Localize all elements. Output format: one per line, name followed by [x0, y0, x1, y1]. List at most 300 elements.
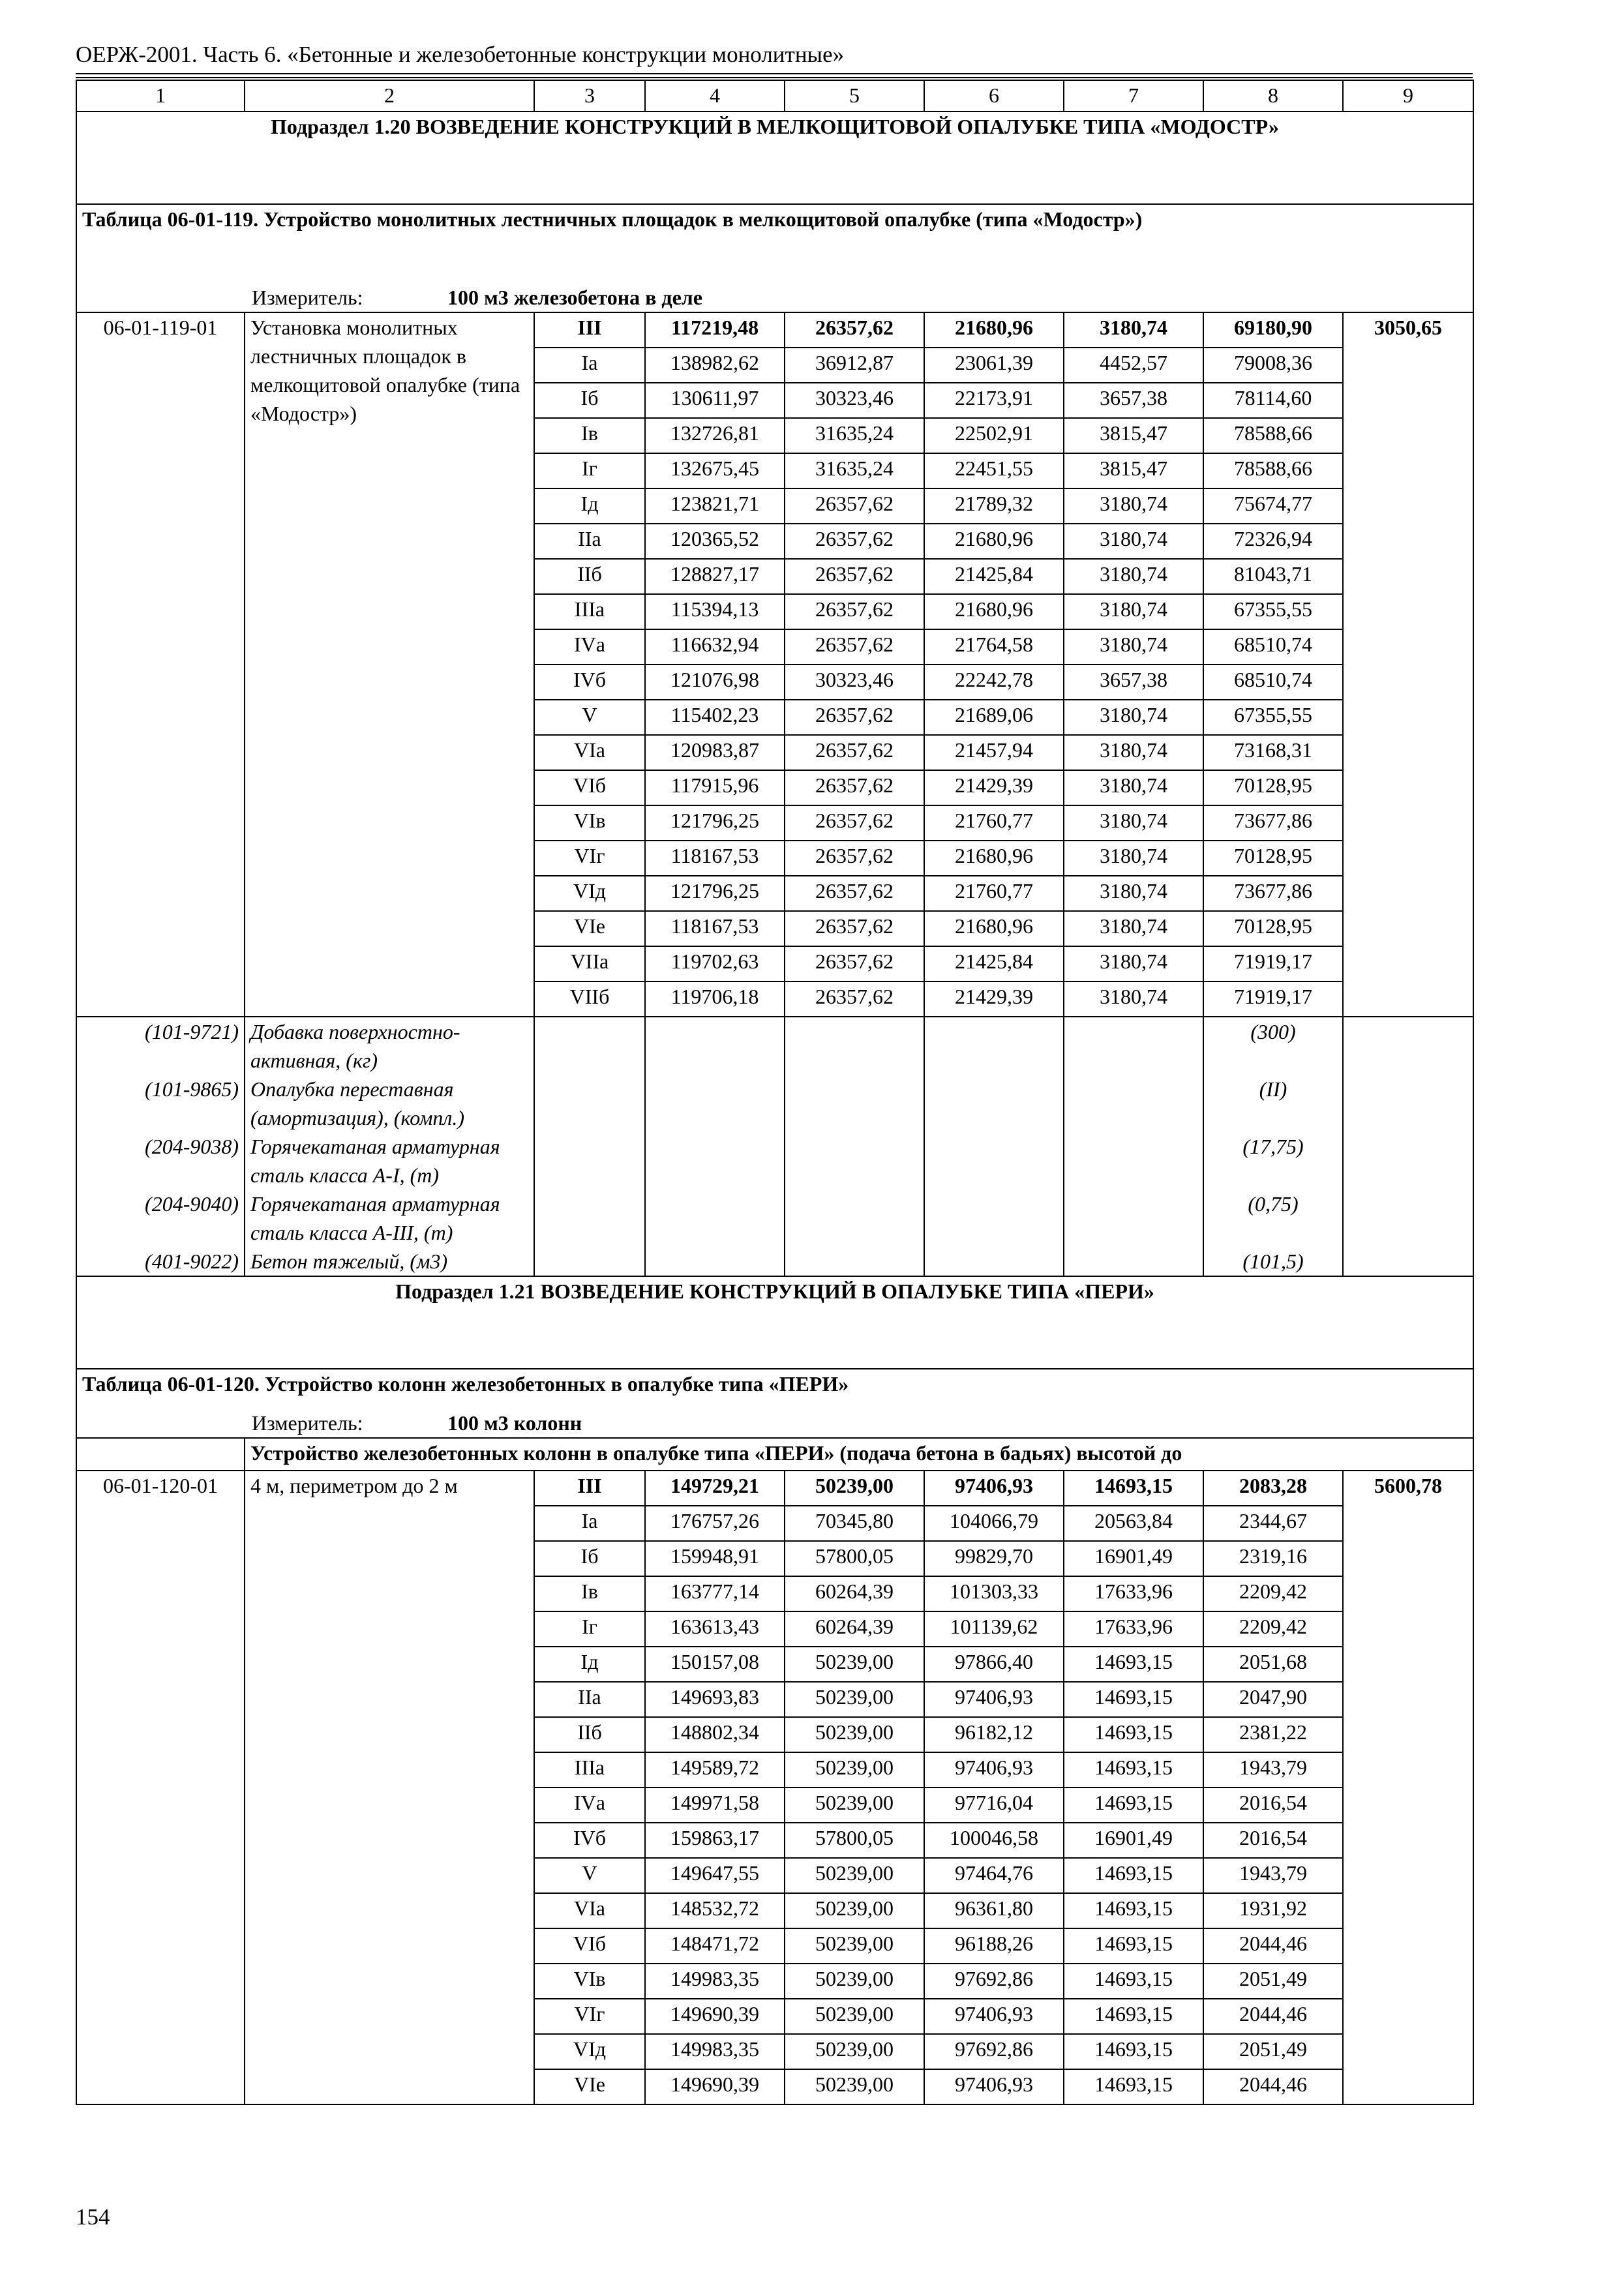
value-cell: 100046,58	[924, 1823, 1064, 1858]
value-cell: 2051,49	[1203, 2034, 1343, 2069]
zone-cell: VIд	[534, 876, 645, 911]
resource-description: Горячекатаная арматурная сталь класса А-I, (т)	[245, 1132, 534, 1189]
value-cell: 14693,15	[1064, 1928, 1203, 1964]
value-cell: 1943,79	[1203, 1752, 1343, 1788]
value-cell: 97406,93	[924, 1682, 1064, 1717]
value-cell: 79008,36	[1203, 348, 1343, 383]
zone-cell: Iд	[534, 488, 645, 524]
value-cell: 116632,94	[645, 629, 785, 665]
value-cell: 21680,96	[924, 524, 1064, 559]
value-cell: 148471,72	[645, 1928, 785, 1964]
measure-row	[76, 283, 1473, 312]
value-cell: 50239,00	[785, 1752, 924, 1788]
value-cell: 118167,53	[645, 841, 785, 876]
zone-cell: VIIа	[534, 946, 645, 981]
subsection-heading: Подраздел 1.20 ВОЗВЕДЕНИЕ КОНСТРУКЦИЙ В МЕЛКОЩИТОВОЙ ОПАЛУБКЕ ТИПА «МОДОСТР»	[76, 112, 1473, 204]
zone-cell: IVа	[534, 1788, 645, 1823]
value-cell: 14693,15	[1064, 1752, 1203, 1788]
value-cell: 70128,95	[1203, 841, 1343, 876]
zone-cell: Iа	[534, 348, 645, 383]
resource-code: (101-9865)	[76, 1075, 245, 1132]
value-cell: 21425,84	[924, 559, 1064, 594]
zone-cell: Iг	[534, 453, 645, 488]
value-cell: 121796,25	[645, 805, 785, 841]
value-cell: 31635,24	[785, 453, 924, 488]
value-cell: 14693,15	[1064, 1647, 1203, 1682]
blank-cell	[924, 1247, 1064, 1276]
value-cell: 97406,93	[924, 2069, 1064, 2104]
blank-cell	[1343, 1017, 1473, 1075]
value-cell: 72326,94	[1203, 524, 1343, 559]
column-number: 5	[785, 80, 924, 112]
value-cell: 26357,62	[785, 735, 924, 770]
blank-cell	[645, 1247, 785, 1276]
value-cell: 117219,48	[645, 312, 785, 348]
value-cell: 20563,84	[1064, 1506, 1203, 1541]
resource-description: Опалубка переставная (амортизация), (компл.)	[245, 1075, 534, 1132]
value-cell: 71919,17	[1203, 946, 1343, 981]
value-cell: 22173,91	[924, 383, 1064, 418]
value-cell: 115394,13	[645, 594, 785, 629]
running-header: ОЕРЖ-2001. Часть 6. «Бетонные и железобетонные конструкции монолитные»	[76, 42, 845, 67]
column-number: 3	[534, 80, 645, 112]
table-row	[76, 1471, 1473, 1506]
zone-cell: IVб	[534, 665, 645, 700]
column-number: 7	[1064, 80, 1203, 112]
value-cell: 16901,49	[1064, 1541, 1203, 1576]
value-cell: 21680,96	[924, 594, 1064, 629]
value-cell: 3180,74	[1064, 841, 1203, 876]
rate-description: Установка монолитных лестничных площадок в мелкощитовой опалубке (типа «Модостр»)	[245, 312, 534, 1017]
value-cell: 101303,33	[924, 1576, 1064, 1611]
value-cell: 26357,62	[785, 770, 924, 805]
value-cell: 3657,38	[1064, 665, 1203, 700]
resource-row	[76, 1017, 1473, 1075]
value-cell: 17633,96	[1064, 1576, 1203, 1611]
blank-cell	[785, 1189, 924, 1247]
zone-cell: IIб	[534, 1717, 645, 1752]
value-cell: 21680,96	[924, 312, 1064, 348]
value-cell: 3180,74	[1064, 981, 1203, 1017]
value-cell: 3657,38	[1064, 383, 1203, 418]
value-cell: 50239,00	[785, 1717, 924, 1752]
resource-description: Бетон тяжелый, (м3)	[245, 1247, 534, 1276]
column-number: 4	[645, 80, 785, 112]
column-number-row	[76, 80, 1473, 112]
value-cell: 3180,74	[1064, 876, 1203, 911]
value-cell: 3180,74	[1064, 700, 1203, 735]
column-number: 1	[76, 80, 245, 112]
value-cell: 3180,74	[1064, 629, 1203, 665]
value-cell: 2044,46	[1203, 1999, 1343, 2034]
value-cell: 14693,15	[1064, 1964, 1203, 1999]
value-cell: 26357,62	[785, 946, 924, 981]
value-cell: 21789,32	[924, 488, 1064, 524]
zone-cell: III	[534, 312, 645, 348]
value-cell: 50239,00	[785, 1964, 924, 1999]
rate-code: 06-01-119-01	[76, 312, 245, 1017]
value-cell: 121796,25	[645, 876, 785, 911]
col9-value: 3050,65	[1343, 312, 1473, 1017]
zone-cell: IVб	[534, 1823, 645, 1858]
subsection-heading-row	[76, 1276, 1473, 1369]
value-cell: 3180,74	[1064, 735, 1203, 770]
value-cell: 50239,00	[785, 1682, 924, 1717]
value-cell: 26357,62	[785, 629, 924, 665]
price-table	[76, 80, 1474, 2105]
note-row	[76, 1438, 1473, 1471]
blank-cell	[1064, 1132, 1203, 1189]
measure-value: 100 м3 железобетона в деле	[447, 286, 702, 309]
column-number: 2	[245, 80, 534, 112]
value-cell: 3180,74	[1064, 594, 1203, 629]
value-cell: 60264,39	[785, 1576, 924, 1611]
value-cell: 14693,15	[1064, 1858, 1203, 1893]
zone-cell: VIв	[534, 1964, 645, 1999]
value-cell: 21429,39	[924, 981, 1064, 1017]
value-cell: 121076,98	[645, 665, 785, 700]
value-cell: 26357,62	[785, 805, 924, 841]
value-cell: 22502,91	[924, 418, 1064, 453]
blank-cell	[534, 1189, 645, 1247]
value-cell: 148532,72	[645, 1893, 785, 1928]
value-cell: 17633,96	[1064, 1611, 1203, 1647]
zone-cell: Iб	[534, 1541, 645, 1576]
value-cell: 120365,52	[645, 524, 785, 559]
value-cell: 26357,62	[785, 594, 924, 629]
value-cell: 14693,15	[1064, 2069, 1203, 2104]
value-cell: 50239,00	[785, 1788, 924, 1823]
zone-cell: VIIб	[534, 981, 645, 1017]
value-cell: 149690,39	[645, 1999, 785, 2034]
value-cell: 30323,46	[785, 665, 924, 700]
value-cell: 26357,62	[785, 559, 924, 594]
value-cell: 3815,47	[1064, 418, 1203, 453]
resource-description: Добавка поверхностно-активная, (кг)	[245, 1017, 534, 1075]
value-cell: 14693,15	[1064, 1471, 1203, 1506]
column-number: 6	[924, 80, 1064, 112]
value-cell: 3180,74	[1064, 488, 1203, 524]
value-cell: 97406,93	[924, 1752, 1064, 1788]
resource-description: Горячекатаная арматурная сталь класса А-III, (т)	[245, 1189, 534, 1247]
resource-row	[76, 1247, 1473, 1276]
resource-value: (300)	[1203, 1017, 1343, 1075]
value-cell: 118167,53	[645, 911, 785, 946]
value-cell: 21760,77	[924, 805, 1064, 841]
blank-cell	[785, 1132, 924, 1189]
value-cell: 2344,67	[1203, 1506, 1343, 1541]
value-cell: 2016,54	[1203, 1823, 1343, 1858]
zone-cell: Iв	[534, 418, 645, 453]
measure-row	[76, 1409, 1473, 1438]
value-cell: 21680,96	[924, 841, 1064, 876]
value-cell: 78114,60	[1203, 383, 1343, 418]
value-cell: 26357,62	[785, 911, 924, 946]
zone-cell: Iб	[534, 383, 645, 418]
blank-cell	[1064, 1075, 1203, 1132]
col9-value: 5600,78	[1343, 1471, 1473, 2104]
blank-cell	[76, 1438, 245, 1471]
value-cell: 3180,74	[1064, 312, 1203, 348]
blank-cell	[645, 1132, 785, 1189]
value-cell: 149983,35	[645, 2034, 785, 2069]
value-cell: 3180,74	[1064, 770, 1203, 805]
value-cell: 97406,93	[924, 1999, 1064, 2034]
value-cell: 97406,93	[924, 1471, 1064, 1506]
value-cell: 68510,74	[1203, 665, 1343, 700]
value-cell: 150157,08	[645, 1647, 785, 1682]
value-cell: 2051,68	[1203, 1647, 1343, 1682]
value-cell: 96182,12	[924, 1717, 1064, 1752]
value-cell: 14693,15	[1064, 1717, 1203, 1752]
value-cell: 21457,94	[924, 735, 1064, 770]
value-cell: 101139,62	[924, 1611, 1064, 1647]
zone-cell: VIд	[534, 2034, 645, 2069]
value-cell: 21760,77	[924, 876, 1064, 911]
blank-cell	[1064, 1247, 1203, 1276]
resource-row	[76, 1075, 1473, 1132]
column-number: 8	[1203, 80, 1343, 112]
value-cell: 26357,62	[785, 876, 924, 911]
header-rule	[76, 77, 1473, 78]
resource-row	[76, 1189, 1473, 1247]
value-cell: 2381,22	[1203, 1717, 1343, 1752]
value-cell: 149690,39	[645, 2069, 785, 2104]
zone-cell: VIг	[534, 1999, 645, 2034]
value-cell: 96188,26	[924, 1928, 1064, 1964]
measure-value: 100 м3 колонн	[447, 1411, 582, 1435]
resource-value: (II)	[1203, 1075, 1343, 1132]
value-cell: 97692,86	[924, 1964, 1064, 1999]
value-cell: 68510,74	[1203, 629, 1343, 665]
blank-cell	[645, 1075, 785, 1132]
blank-cell	[785, 1017, 924, 1075]
value-cell: 3815,47	[1064, 453, 1203, 488]
value-cell: 97692,86	[924, 2034, 1064, 2069]
blank-cell	[924, 1189, 1064, 1247]
value-cell: 159948,91	[645, 1541, 785, 1576]
zone-cell: IIIа	[534, 1752, 645, 1788]
value-cell: 3180,74	[1064, 805, 1203, 841]
blank-cell	[645, 1017, 785, 1075]
value-cell: 78588,66	[1203, 418, 1343, 453]
blank-cell	[645, 1189, 785, 1247]
value-cell: 73677,86	[1203, 805, 1343, 841]
value-cell: 50239,00	[785, 1893, 924, 1928]
value-cell: 36912,87	[785, 348, 924, 383]
zone-cell: V	[534, 1858, 645, 1893]
value-cell: 2016,54	[1203, 1788, 1343, 1823]
blank-cell	[534, 1247, 645, 1276]
value-cell: 132726,81	[645, 418, 785, 453]
value-cell: 14693,15	[1064, 2034, 1203, 2069]
value-cell: 3180,74	[1064, 559, 1203, 594]
value-cell: 99829,70	[924, 1541, 1064, 1576]
column-number: 9	[1343, 80, 1473, 112]
blank-cell	[1343, 1075, 1473, 1132]
value-cell: 1931,92	[1203, 1893, 1343, 1928]
zone-cell: III	[534, 1471, 645, 1506]
value-cell: 14693,15	[1064, 1788, 1203, 1823]
value-cell: 22451,55	[924, 453, 1064, 488]
zone-cell: IIIа	[534, 594, 645, 629]
resource-value: (0,75)	[1203, 1189, 1343, 1247]
zone-cell: Iд	[534, 1647, 645, 1682]
blank-cell	[1064, 1189, 1203, 1247]
blank-cell	[924, 1017, 1064, 1075]
resource-value: (17,75)	[1203, 1132, 1343, 1189]
value-cell: 3180,74	[1064, 946, 1203, 981]
zone-cell: VIа	[534, 1893, 645, 1928]
measure-label: Измеритель:	[252, 286, 363, 309]
value-cell: 159863,17	[645, 1823, 785, 1858]
value-cell: 50239,00	[785, 2069, 924, 2104]
value-cell: 14693,15	[1064, 1893, 1203, 1928]
value-cell: 26357,62	[785, 700, 924, 735]
zone-cell: V	[534, 700, 645, 735]
value-cell: 21425,84	[924, 946, 1064, 981]
value-cell: 115402,23	[645, 700, 785, 735]
value-cell: 97464,76	[924, 1858, 1064, 1893]
header-rule	[76, 73, 1473, 74]
table-title-row	[76, 1369, 1473, 1409]
value-cell: 31635,24	[785, 418, 924, 453]
value-cell: 2047,90	[1203, 1682, 1343, 1717]
value-cell: 132675,45	[645, 453, 785, 488]
resource-code: (204-9038)	[76, 1132, 245, 1189]
value-cell: 149647,55	[645, 1858, 785, 1893]
resource-code: (204-9040)	[76, 1189, 245, 1247]
value-cell: 149729,21	[645, 1471, 785, 1506]
value-cell: 26357,62	[785, 488, 924, 524]
value-cell: 50239,00	[785, 1999, 924, 2034]
value-cell: 70128,95	[1203, 770, 1343, 805]
blank-cell	[1343, 1247, 1473, 1276]
value-cell: 149589,72	[645, 1752, 785, 1788]
value-cell: 21680,96	[924, 911, 1064, 946]
table-row	[76, 312, 1473, 348]
value-cell: 23061,39	[924, 348, 1064, 383]
value-cell: 138982,62	[645, 348, 785, 383]
value-cell: 2044,46	[1203, 1928, 1343, 1964]
value-cell: 119706,18	[645, 981, 785, 1017]
value-cell: 2083,28	[1203, 1471, 1343, 1506]
blank-cell	[534, 1132, 645, 1189]
zone-cell: VIб	[534, 770, 645, 805]
value-cell: 96361,80	[924, 1893, 1064, 1928]
measure-cell	[76, 1409, 1473, 1438]
zone-cell: Iг	[534, 1611, 645, 1647]
resource-code: (101-9721)	[76, 1017, 245, 1075]
value-cell: 2209,42	[1203, 1576, 1343, 1611]
value-cell: 78588,66	[1203, 453, 1343, 488]
value-cell: 69180,90	[1203, 312, 1343, 348]
value-cell: 2051,49	[1203, 1964, 1343, 1999]
resource-value: (101,5)	[1203, 1247, 1343, 1276]
zone-cell: Iв	[534, 1576, 645, 1611]
value-cell: 50239,00	[785, 1858, 924, 1893]
value-cell: 26357,62	[785, 841, 924, 876]
blank-cell	[1343, 1132, 1473, 1189]
measure-cell	[76, 283, 1473, 312]
blank-cell	[924, 1075, 1064, 1132]
subsection-heading: Подраздел 1.21 ВОЗВЕДЕНИЕ КОНСТРУКЦИЙ В ОПАЛУБКЕ ТИПА «ПЕРИ»	[76, 1276, 1473, 1369]
value-cell: 104066,79	[924, 1506, 1064, 1541]
value-cell: 26357,62	[785, 524, 924, 559]
value-cell: 50239,00	[785, 1928, 924, 1964]
value-cell: 26357,62	[785, 981, 924, 1017]
value-cell: 57800,05	[785, 1541, 924, 1576]
value-cell: 67355,55	[1203, 594, 1343, 629]
zone-cell: IIа	[534, 1682, 645, 1717]
value-cell: 60264,39	[785, 1611, 924, 1647]
value-cell: 176757,26	[645, 1506, 785, 1541]
value-cell: 149693,83	[645, 1682, 785, 1717]
value-cell: 117915,96	[645, 770, 785, 805]
value-cell: 67355,55	[1203, 700, 1343, 735]
rate-code: 06-01-120-01	[76, 1471, 245, 2104]
page-number: 154	[76, 2204, 110, 2230]
table-title-row	[76, 204, 1473, 283]
value-cell: 70128,95	[1203, 911, 1343, 946]
value-cell: 21764,58	[924, 629, 1064, 665]
group-note: Устройство железобетонных колонн в опалубке типа «ПЕРИ» (подача бетона в бадьях) высотой до	[245, 1438, 1473, 1471]
value-cell: 3180,74	[1064, 524, 1203, 559]
value-cell: 16901,49	[1064, 1823, 1203, 1858]
value-cell: 2319,16	[1203, 1541, 1343, 1576]
value-cell: 119702,63	[645, 946, 785, 981]
value-cell: 128827,17	[645, 559, 785, 594]
zone-cell: IVа	[534, 629, 645, 665]
value-cell: 97716,04	[924, 1788, 1064, 1823]
zone-cell: Iа	[534, 1506, 645, 1541]
subsection-heading-row	[76, 112, 1473, 204]
zone-cell: IIб	[534, 559, 645, 594]
table-title: Таблица 06-01-119. Устройство монолитных лестничных площадок в мелкощитовой опалубке (типа «Модостр»)	[76, 204, 1473, 283]
blank-cell	[785, 1247, 924, 1276]
value-cell: 163777,14	[645, 1576, 785, 1611]
value-cell: 149971,58	[645, 1788, 785, 1823]
value-cell: 50239,00	[785, 1647, 924, 1682]
value-cell: 21429,39	[924, 770, 1064, 805]
value-cell: 149983,35	[645, 1964, 785, 1999]
value-cell: 2044,46	[1203, 2069, 1343, 2104]
value-cell: 30323,46	[785, 383, 924, 418]
blank-cell	[1343, 1189, 1473, 1247]
zone-cell: VIа	[534, 735, 645, 770]
value-cell: 14693,15	[1064, 1682, 1203, 1717]
value-cell: 3180,74	[1064, 911, 1203, 946]
value-cell: 81043,71	[1203, 559, 1343, 594]
value-cell: 123821,71	[645, 488, 785, 524]
resource-row	[76, 1132, 1473, 1189]
value-cell: 1943,79	[1203, 1858, 1343, 1893]
value-cell: 14693,15	[1064, 1999, 1203, 2034]
zone-cell: VIв	[534, 805, 645, 841]
zone-cell: IIа	[534, 524, 645, 559]
zone-cell: VIб	[534, 1928, 645, 1964]
zone-cell: VIе	[534, 2069, 645, 2104]
value-cell: 21689,06	[924, 700, 1064, 735]
value-cell: 97866,40	[924, 1647, 1064, 1682]
value-cell: 163613,43	[645, 1611, 785, 1647]
value-cell: 50239,00	[785, 2034, 924, 2069]
zone-cell: VIг	[534, 841, 645, 876]
value-cell: 148802,34	[645, 1717, 785, 1752]
value-cell: 120983,87	[645, 735, 785, 770]
value-cell: 75674,77	[1203, 488, 1343, 524]
value-cell: 2209,42	[1203, 1611, 1343, 1647]
